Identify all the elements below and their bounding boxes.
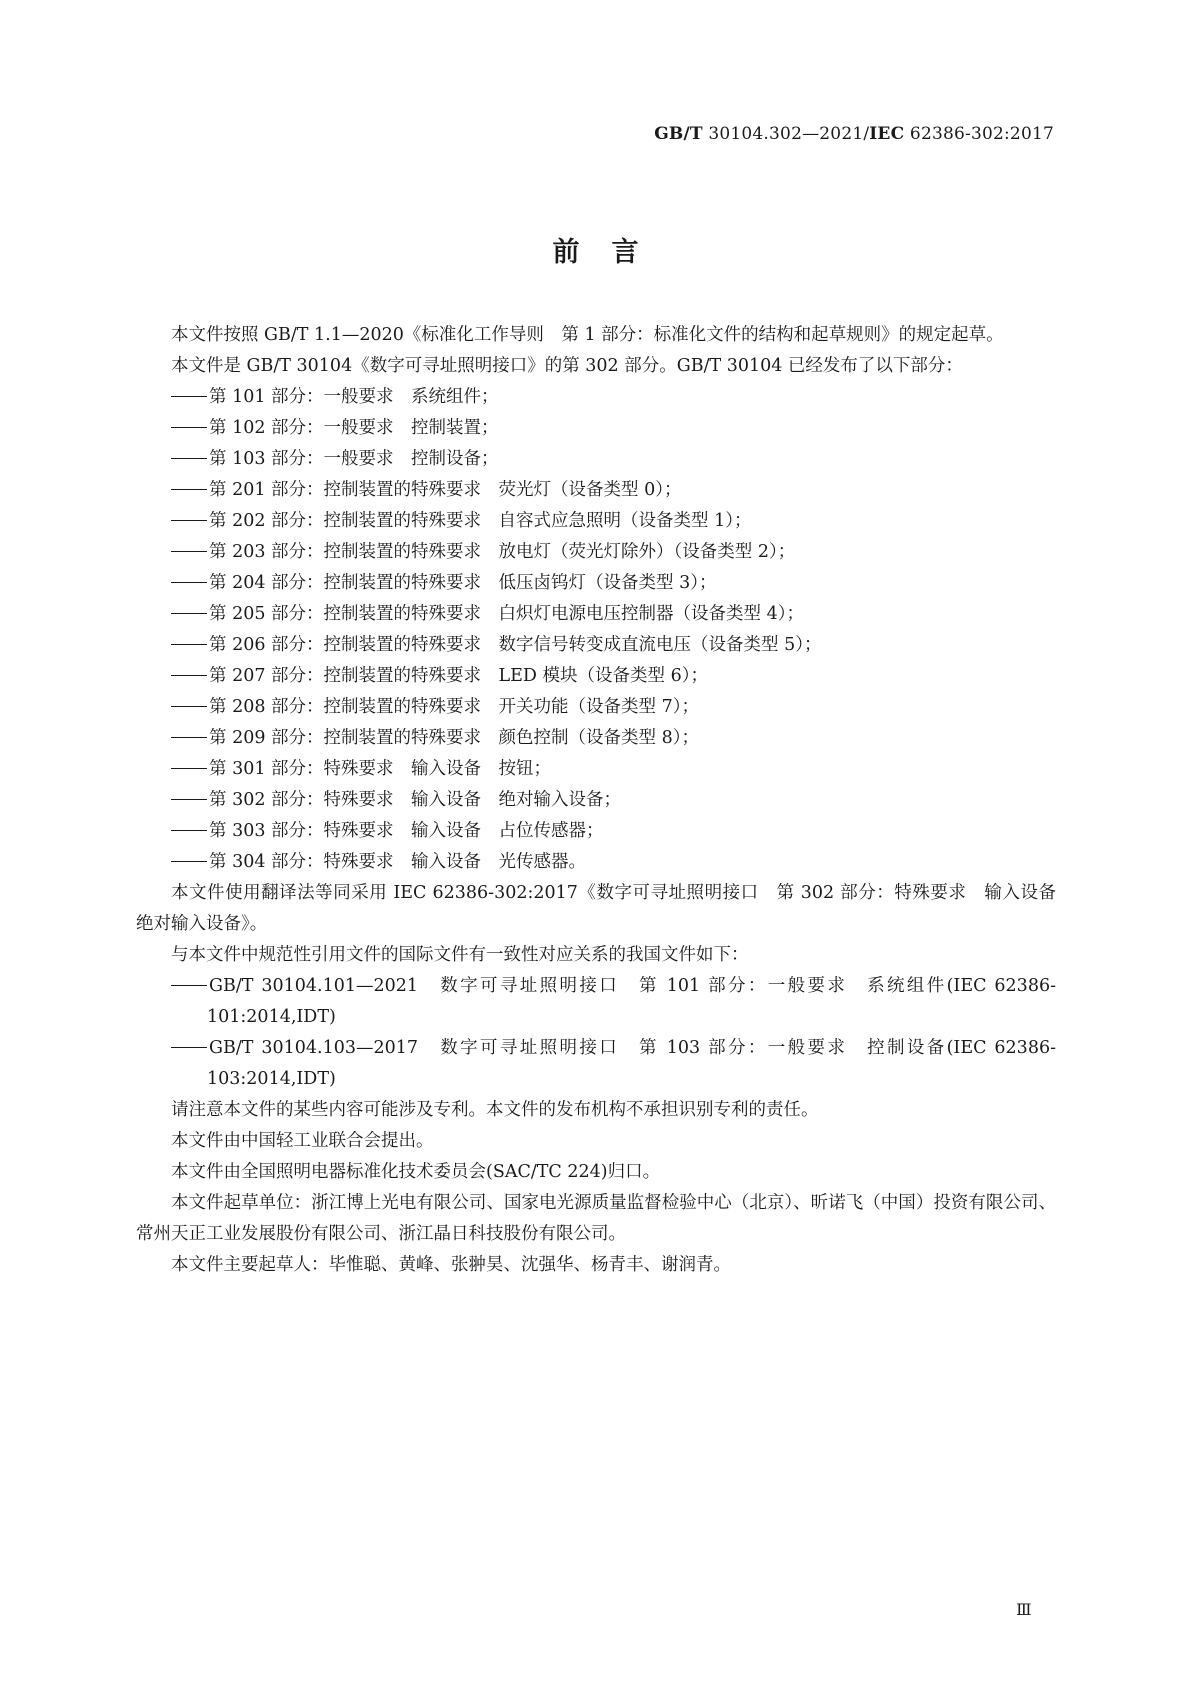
part-item: 第 202 部分：控制装置的特殊要求 自容式应急照明（设备类型 1）； (136, 506, 1056, 537)
adoption-paragraph: 本文件使用翻译法等同采用 IEC 62386-302:2017《数字可寻址照明接口 第 302 部分：特殊要求 输入设备 绝对输入设备》。 (136, 883, 1074, 934)
dash-mark (171, 706, 207, 707)
ref-item: GB/T 30104.103—2017 数字可寻址照明接口 第 103 部分：一般要求 控制设备(IEC 62386-103:2014,IDT) (136, 1033, 1056, 1095)
part-item: 第 201 部分：控制装置的特殊要求 荧光灯（设备类型 0）； (136, 475, 1056, 506)
refs-intro-paragraph: 与本文件中规范性引用文件的国际文件有一致性对应关系的我国文件如下： (171, 945, 749, 965)
page-title: 前言 (552, 237, 671, 268)
parts-list (136, 382, 1056, 878)
page-number: Ⅲ (1016, 1600, 1031, 1619)
dash-mark (171, 675, 207, 676)
part-item: 第 205 部分：控制装置的特殊要求 白炽灯电源电压控制器（设备类型 4）； (136, 599, 1056, 630)
part-item: 第 101 部分：一般要求 系统组件； (136, 382, 1056, 413)
ref-item: GB/T 30104.101—2021 数字可寻址照明接口 第 101 部分：一般要求 系统组件(IEC 62386-101:2014,IDT) (136, 971, 1056, 1033)
intro-paragraph-2: 本文件是 GB/T 30104《数字可寻址照明接口》的第 302 部分。GB/T 30104 已经发布了以下部分： (171, 356, 963, 376)
dash-mark (171, 737, 207, 738)
proposer-paragraph: 本文件由中国轻工业联合会提出。 (171, 1131, 434, 1151)
drafting-units-paragraph: 本文件起草单位：浙江博上光电有限公司、国家电光源质量监督检验中心（北京）、昕诺飞（中国）投资有限公司、常州天正工业发展股份有限公司、浙江晶日科技股份有限公司。 (136, 1193, 1056, 1244)
committee-paragraph: 本文件由全国照明电器标准化技术委员会(SAC/TC 224)归口。 (171, 1162, 661, 1182)
part-item: 第 209 部分：控制装置的特殊要求 颜色控制（设备类型 8）； (136, 723, 1056, 754)
part-item: 第 204 部分：控制装置的特殊要求 低压卤钨灯（设备类型 3）； (136, 568, 1056, 599)
part-item: 第 102 部分：一般要求 控制装置； (136, 413, 1056, 444)
dash-mark (171, 613, 207, 614)
dash-mark (171, 551, 207, 552)
part-item: 第 203 部分：控制装置的特殊要求 放电灯（荧光灯除外）（设备类型 2）； (136, 537, 1056, 568)
dash-mark (171, 489, 207, 490)
part-item: 第 301 部分：特殊要求 输入设备 按钮； (136, 754, 1056, 785)
dash-mark (171, 396, 207, 397)
dash-mark (171, 644, 207, 645)
header-gbt: GB/T (654, 124, 703, 144)
part-item: 第 303 部分：特殊要求 输入设备 占位传感器； (136, 816, 1056, 847)
dash-mark (171, 458, 207, 459)
dash-mark (171, 861, 207, 862)
dash-mark (171, 582, 207, 583)
dash-mark (171, 799, 207, 800)
patent-notice: 请注意本文件的某些内容可能涉及专利。本文件的发布机构不承担识别专利的责任。 (171, 1100, 819, 1120)
dash-mark (171, 427, 207, 428)
dash-mark (171, 985, 207, 986)
document-code-header (654, 124, 1054, 144)
intro-paragraph-1: 本文件按照 GB/T 1.1—2020《标准化工作导则 第 1 部分：标准化文件的结构和起草规则》的规定起草。 (171, 325, 1004, 345)
part-item: 第 304 部分：特殊要求 输入设备 光传感器。 (136, 847, 1056, 878)
part-item: 第 302 部分：特殊要求 输入设备 绝对输入设备； (136, 785, 1056, 816)
dash-mark (171, 1047, 207, 1048)
refs-list (136, 971, 1056, 1095)
dash-mark (171, 520, 207, 521)
dash-mark (171, 830, 207, 831)
part-item: 第 103 部分：一般要求 控制设备； (136, 444, 1056, 475)
part-item: 第 207 部分：控制装置的特殊要求 LED 模块（设备类型 6）； (136, 661, 1056, 692)
header-iec: IEC (869, 124, 905, 144)
header-gbt-number: 30104.302—2021/ (702, 124, 870, 144)
drafters-paragraph: 本文件主要起草人：毕惟聪、黄峰、张翀昊、沈强华、杨青丰、谢润青。 (171, 1255, 731, 1275)
header-iec-number: 62386-302:2017 (904, 124, 1054, 144)
part-item: 第 208 部分：控制装置的特殊要求 开关功能（设备类型 7）； (136, 692, 1056, 723)
part-item: 第 206 部分：控制装置的特殊要求 数字信号转变成直流电压（设备类型 5）； (136, 630, 1056, 661)
dash-mark (171, 768, 207, 769)
foreword-body (136, 320, 1074, 1281)
